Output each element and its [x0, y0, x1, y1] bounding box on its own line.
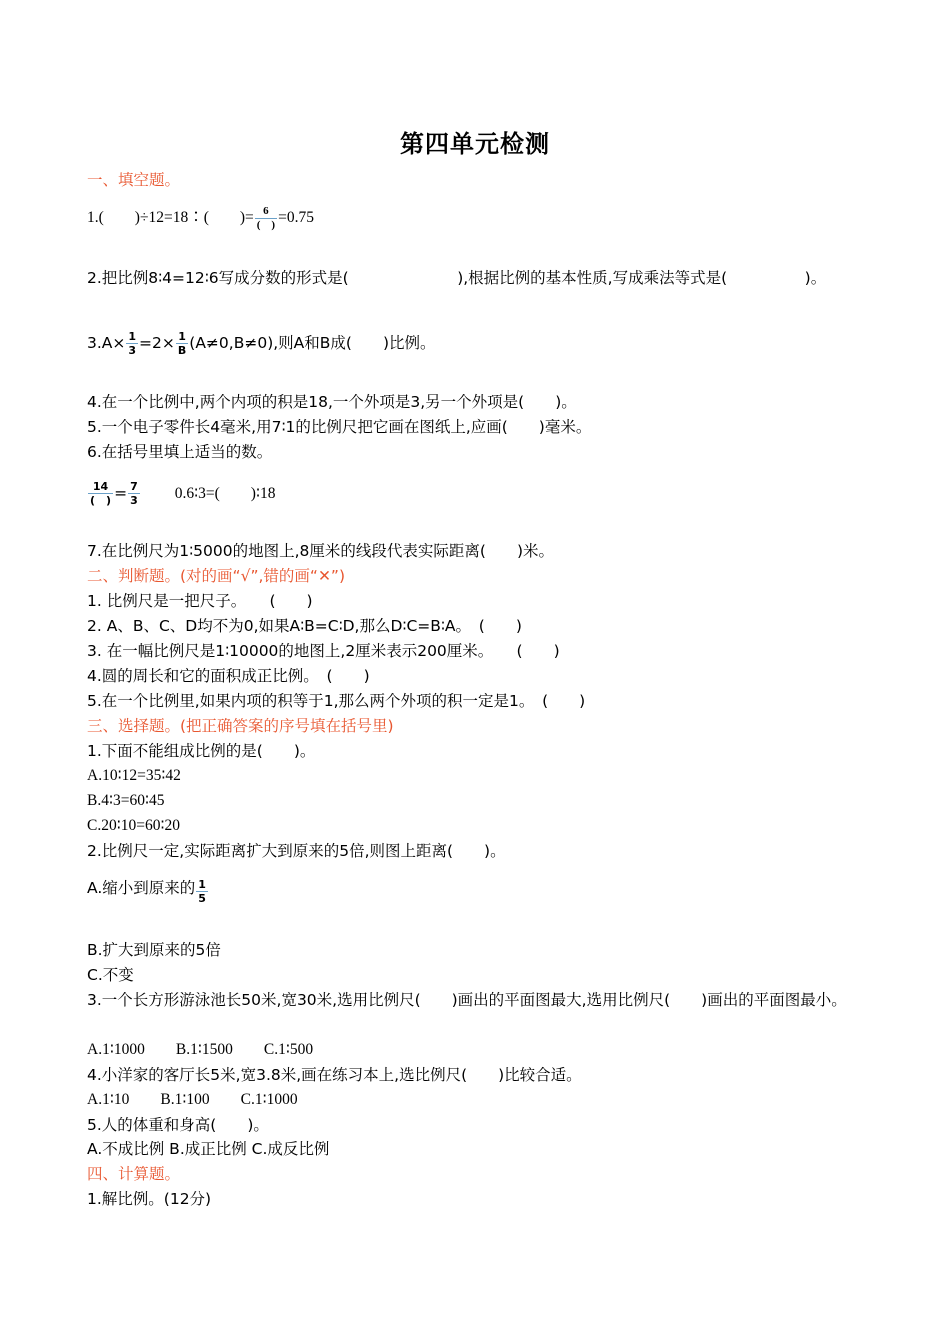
- fraction-denominator: 3: [130, 494, 138, 507]
- fill-q6-equals: =: [114, 484, 128, 502]
- fill-q7: 7.在比例尺为1∶5000的地图上,8厘米的线段代表实际距离( )米。: [87, 542, 555, 560]
- choice-q1-option-c: C.20∶10=60∶20: [87, 817, 181, 834]
- fill-q6: 6.在括号里填上适当的数。: [87, 443, 273, 461]
- judge-q1: 1. 比例尺是一把尺子。 ( ): [87, 592, 313, 610]
- fill-q3-text-c: (A≠0,B≠0),则A和B成( )比例。: [189, 334, 436, 352]
- calc-q1: 1.解比例。(12分): [87, 1190, 212, 1208]
- fill-q3-text-a: 3.A×: [87, 334, 126, 352]
- fill-q1-end: =0.75: [278, 209, 314, 227]
- judge-q3: 3. 在一幅比例尺是1∶10000的地图上,2厘米表示200厘米。 ( ): [87, 642, 560, 660]
- choice-q2: 2.比例尺一定,实际距离扩大到原来的5倍,则图上距离( )。: [87, 842, 506, 860]
- fill-q6-exercises: [87, 480, 275, 507]
- fill-q3-fraction-2: [176, 330, 188, 357]
- fill-q6-fraction-2: [128, 480, 140, 507]
- fill-q1-fraction: [255, 205, 277, 232]
- choice-q2-option-b: B.扩大到原来的5倍: [87, 941, 221, 959]
- page-title: 第四单元检测: [400, 130, 550, 158]
- choice-q5-options: A.不成比例 B.成正比例 C.成反比例: [87, 1140, 330, 1158]
- choice-q4: 4.小洋家的客厅长5米,宽3.8米,画在练习本上,选比例尺( )比较合适。: [87, 1066, 582, 1084]
- fraction-numerator: 1: [128, 330, 137, 343]
- fraction-denominator: B: [177, 344, 187, 357]
- fill-q5: 5.一个电子零件长4毫米,用7∶1的比例尺把它画在图纸上,应画( )毫米。: [87, 418, 592, 436]
- judge-q5: 5.在一个比例里,如果内项的积等于1,那么两个外项的积一定是1。 ( ): [87, 692, 586, 710]
- fraction-denominator: ( ): [90, 494, 112, 507]
- fill-q3-fraction-1: [126, 330, 138, 357]
- fraction-numerator: 1: [198, 878, 206, 891]
- fraction-numerator: 14: [88, 480, 113, 494]
- fill-q1: [87, 205, 314, 232]
- fraction-denominator: 5: [198, 892, 206, 905]
- choice-q1-option-a: A.10∶12=35∶42: [87, 767, 181, 784]
- choice-q2-option-a-fraction: [196, 878, 208, 905]
- fill-q3: [87, 330, 436, 357]
- choice-q3-options: A.1∶1000 B.1∶1500 C.1∶500: [87, 1041, 314, 1058]
- choice-q1-option-b: B.4∶3=60∶45: [87, 792, 165, 809]
- choice-q2-option-a-text: A.缩小到原来的: [87, 879, 196, 897]
- section-judge-heading: 二、判断题。(对的画“√”,错的画“✕”): [87, 567, 346, 585]
- fill-q1-text: 1.( )÷12=18∶( )=: [87, 209, 254, 227]
- fraction-denominator: ( ): [256, 219, 276, 231]
- fill-q2: 2.把比例8∶4=12∶6写成分数的形式是( ),根据比例的基本性质,写成乘法等式是( )。: [87, 269, 827, 287]
- fraction-numerator: 1: [176, 330, 188, 344]
- fill-q4: 4.在一个比例中,两个内项的积是18,一个外项是3,另一个外项是( )。: [87, 393, 577, 411]
- choice-q2-option-a: [87, 878, 209, 905]
- fraction-denominator: 3: [128, 344, 137, 357]
- choice-q5: 5.人的体重和身高( )。: [87, 1116, 269, 1134]
- section-fill-heading: 一、填空题。: [87, 171, 181, 189]
- section-choice-heading: 三、选择题。(把正确答案的序号填在括号里): [87, 717, 394, 735]
- fill-q3-text-b: =2×: [139, 334, 175, 352]
- choice-q4-options: A.1∶10 B.1∶100 C.1∶1000: [87, 1091, 298, 1108]
- choice-q1: 1.下面不能组成比例的是( )。: [87, 742, 316, 760]
- fraction-numerator: 6: [255, 205, 277, 219]
- choice-q2-option-c: C.不变: [87, 966, 134, 984]
- judge-q4: 4.圆的周长和它的面积成正比例。 ( ): [87, 667, 370, 685]
- choice-q3: 3.一个长方形游泳池长50米,宽30米,选用比例尺( )画出的平面图最大,选用比例尺( )画出的平面图最小。: [87, 991, 847, 1009]
- judge-q2: 2. A、B、C、D均不为0,如果A∶B=C∶D,那么D∶C=B∶A。 ( ): [87, 617, 522, 635]
- fill-q6-fraction-1: [88, 480, 113, 507]
- fill-q6-ratio: 0.6∶3=( )∶18: [174, 485, 276, 502]
- fraction-numerator: 7: [130, 480, 138, 493]
- section-calc-heading: 四、计算题。: [87, 1165, 181, 1183]
